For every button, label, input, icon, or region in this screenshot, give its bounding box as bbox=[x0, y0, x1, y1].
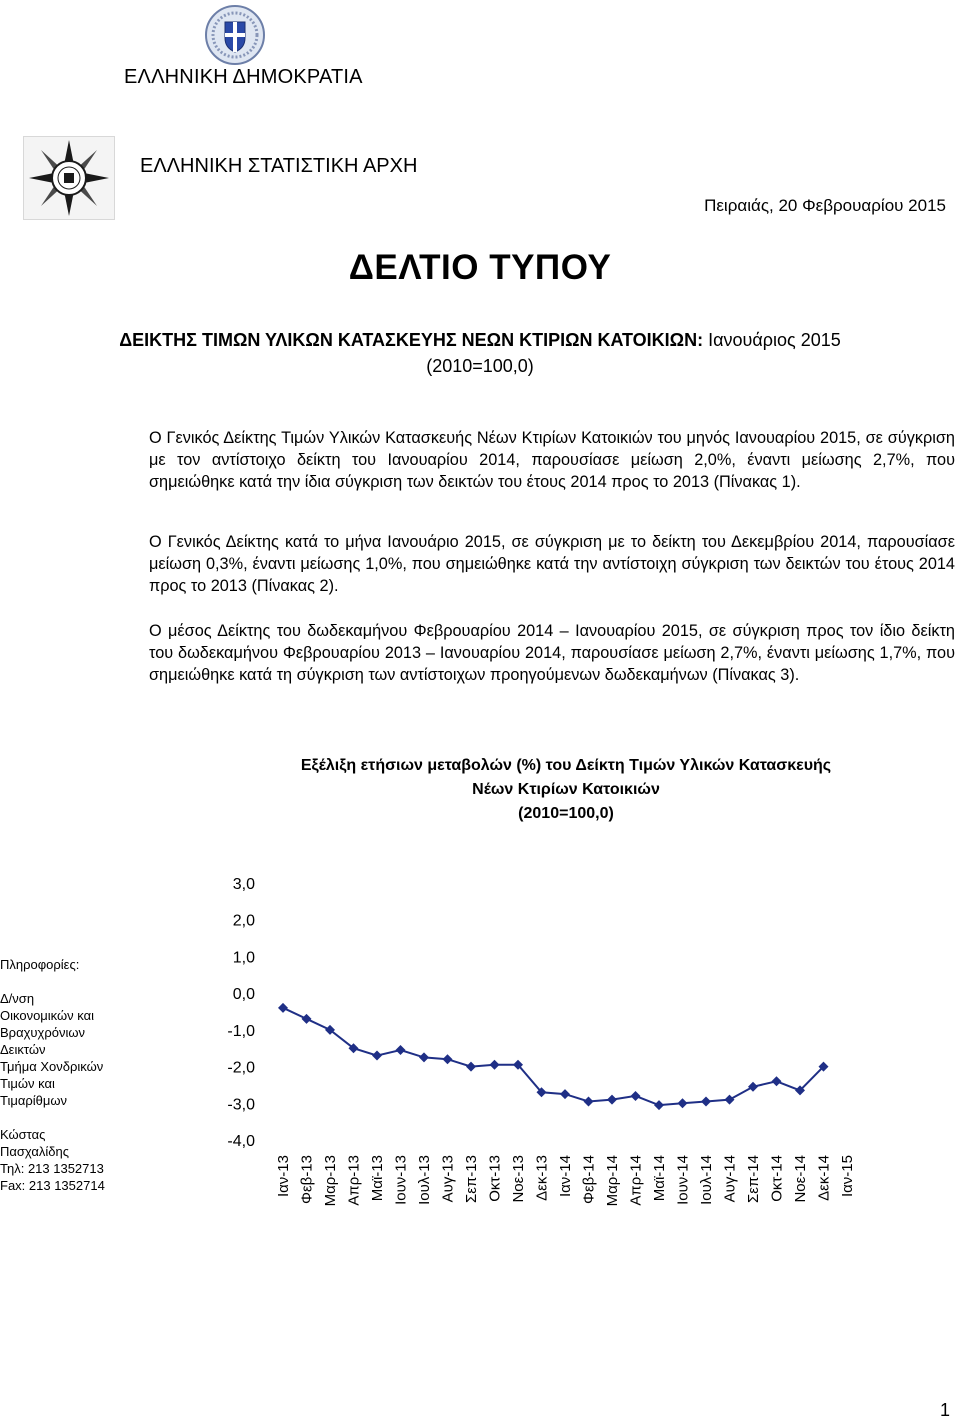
headline-main: ΔΕΙΚΤΗΣ ΤΙΜΩΝ ΥΛΙΚΩΝ ΚΑΤΑΣΚΕΥΗΣ ΝΕΩΝ ΚΤΙΡΙΩΝ ΚΑΤΟΙΚΙΩΝ: bbox=[119, 330, 704, 350]
data-point-marker bbox=[701, 1096, 711, 1106]
paragraph-monthly-change: Ο Γενικός Δείκτης κατά το μήνα Ιανουάριο 2015, σε σύγκριση με το δείκτη του Δεκεμβρίου 2014, παρουσίασε μείωση 0,3%, έναντι μείωσης 1,0%, που σημειώθηκε κατά την αντίστοιχη σύγκριση των δεικτών του έτους 2014 προς το 2013 (Πίνακας 2). bbox=[149, 533, 955, 595]
x-tick-label: Ιαν-14 bbox=[557, 1155, 574, 1198]
x-tick-label: Μαϊ-14 bbox=[651, 1155, 668, 1202]
x-tick-label: Ιουλ-13 bbox=[416, 1155, 433, 1205]
data-point-marker bbox=[772, 1076, 782, 1086]
series-line bbox=[283, 1008, 824, 1105]
x-tick-label: Μαϊ-13 bbox=[369, 1155, 386, 1202]
headline-base: (2010=100,0) bbox=[426, 356, 534, 376]
x-tick-label: Οκτ-14 bbox=[768, 1155, 786, 1202]
data-point-marker bbox=[466, 1062, 476, 1072]
x-tick-label: Ιουν-14 bbox=[674, 1155, 692, 1205]
data-point-marker bbox=[419, 1052, 429, 1062]
contact-heading: Πληροφορίες: bbox=[0, 957, 80, 972]
republic-name: ΕΛΛΗΝΙΚΗ ΔΗΜΟΚΡΑΤΙΑ bbox=[124, 66, 363, 88]
data-point-marker bbox=[302, 1014, 312, 1024]
data-point-marker bbox=[278, 1003, 288, 1013]
x-tick-label: Ιουλ-14 bbox=[698, 1155, 715, 1205]
data-point-marker bbox=[584, 1096, 594, 1106]
x-tick-label: Ιαν-13 bbox=[275, 1155, 292, 1198]
x-tick-label: Σεπ-14 bbox=[745, 1155, 762, 1203]
paragraph-annual-change: Ο Γενικός Δείκτης Τιμών Υλικών Κατασκευής Νέων Κτιρίων Κατοικιών του μηνός Ιανουαρίου 2015, σε σύγκριση με τον αντίστοιχο δείκτη του Ιανουαρίου 2014, παρουσίασε μείωση 2,0%, έναντι μείωσης 2,7%, που σημειώθηκε κατά την ίδια σύγκριση των δεικτών του έτους 2014 προς το 2013 (Πίνακας 1). bbox=[149, 429, 955, 491]
x-tick-label: Σεπ-13 bbox=[463, 1155, 480, 1203]
y-tick-label: -1,0 bbox=[227, 1022, 255, 1040]
y-tick-label: -4,0 bbox=[227, 1133, 255, 1150]
release-date: Πειραιάς, 20 Φεβρουαρίου 2015 bbox=[704, 196, 946, 215]
chart-title-line-2: Νέων Κτιρίων Κατοικιών bbox=[472, 781, 660, 798]
x-tick-label: Φεβ-14 bbox=[580, 1155, 598, 1204]
x-tick-label: Δεκ-13 bbox=[533, 1155, 551, 1201]
x-tick-label: Νοε-14 bbox=[792, 1155, 809, 1203]
data-point-marker bbox=[560, 1089, 570, 1099]
data-point-marker bbox=[631, 1091, 641, 1101]
x-tick-label: Μαρ-13 bbox=[322, 1155, 339, 1207]
data-point-marker bbox=[490, 1060, 500, 1070]
paragraph-twelve-month-change: Ο μέσος Δείκτης του δωδεκαμήνου Φεβρουαρίου 2014 – Ιανουαρίου 2015, σε σύγκριση προς τον ίδιο δείκτη του δωδεκαμήνου Φεβρουαρίου 2013 – Ιανουαρίου 2014, παρουσίασε μείωση 2,7%, έναντι μείωσης 1,7%, που σημειώθηκε κατά τη σύγκριση των αντίστοιχων προηγούμενων δωδεκαμήνων (Πίνακας 3). bbox=[149, 622, 955, 684]
data-point-marker bbox=[725, 1095, 735, 1105]
chart-title-line-3: (2010=100,0) bbox=[518, 805, 614, 822]
y-tick-label: -2,0 bbox=[227, 1059, 255, 1077]
x-tick-label: Δεκ-14 bbox=[815, 1155, 833, 1201]
data-point-marker bbox=[372, 1051, 382, 1061]
y-tick-label: 3,0 bbox=[232, 876, 255, 893]
headline-period: Ιανουάριος 2015 bbox=[703, 330, 841, 350]
x-tick-label: Ιουν-13 bbox=[392, 1155, 410, 1205]
contact-person: Κώστας Πασχαλίδης Τηλ: 213 1352713 Fax: 213 1352714 bbox=[0, 1127, 105, 1193]
bulletin-title: ΔΕΛΤΙΟ ΤΥΠΟΥ bbox=[348, 248, 612, 287]
y-axis-ticks bbox=[227, 876, 255, 1150]
data-point-marker bbox=[654, 1100, 664, 1110]
data-point-marker bbox=[396, 1045, 406, 1055]
x-tick-label: Οκτ-13 bbox=[486, 1155, 504, 1202]
data-point-marker bbox=[607, 1095, 617, 1105]
chart-title-line-1: Εξέλιξη ετήσιων μεταβολών (%) του Δείκτη Τιμών Υλικών Κατασκευής bbox=[300, 757, 832, 774]
x-tick-label: Απρ-14 bbox=[627, 1155, 645, 1206]
page-number: 1 bbox=[939, 1400, 950, 1420]
contact-department: Δ/νση Οικονομικών και Βραχυχρόνιων Δεικτών Τμήμα Χονδρικών Τιμών και Τιμαρίθμων bbox=[0, 991, 104, 1108]
data-point-marker bbox=[443, 1054, 453, 1064]
y-tick-label: 2,0 bbox=[232, 912, 255, 930]
x-tick-label: Ιαν-15 bbox=[839, 1155, 856, 1198]
x-tick-label: Αυγ-13 bbox=[439, 1155, 457, 1203]
authority-name: ΕΛΛΗΝΙΚΗ ΣΤΑΤΙΣΤΙΚΗ ΑΡΧΗ bbox=[140, 155, 418, 177]
data-point-marker bbox=[748, 1082, 758, 1092]
y-tick-label: -3,0 bbox=[227, 1096, 255, 1114]
data-point-marker bbox=[678, 1098, 688, 1108]
x-tick-label: Απρ-13 bbox=[345, 1155, 363, 1206]
x-tick-label: Νοε-13 bbox=[510, 1155, 527, 1203]
y-tick-label: 0,0 bbox=[232, 986, 255, 1004]
x-axis-ticks bbox=[275, 1155, 856, 1206]
y-tick-label: 1,0 bbox=[232, 949, 255, 967]
x-tick-label: Μαρ-14 bbox=[604, 1155, 621, 1207]
x-tick-label: Αυγ-14 bbox=[721, 1155, 739, 1203]
x-tick-label: Φεβ-13 bbox=[298, 1155, 316, 1204]
